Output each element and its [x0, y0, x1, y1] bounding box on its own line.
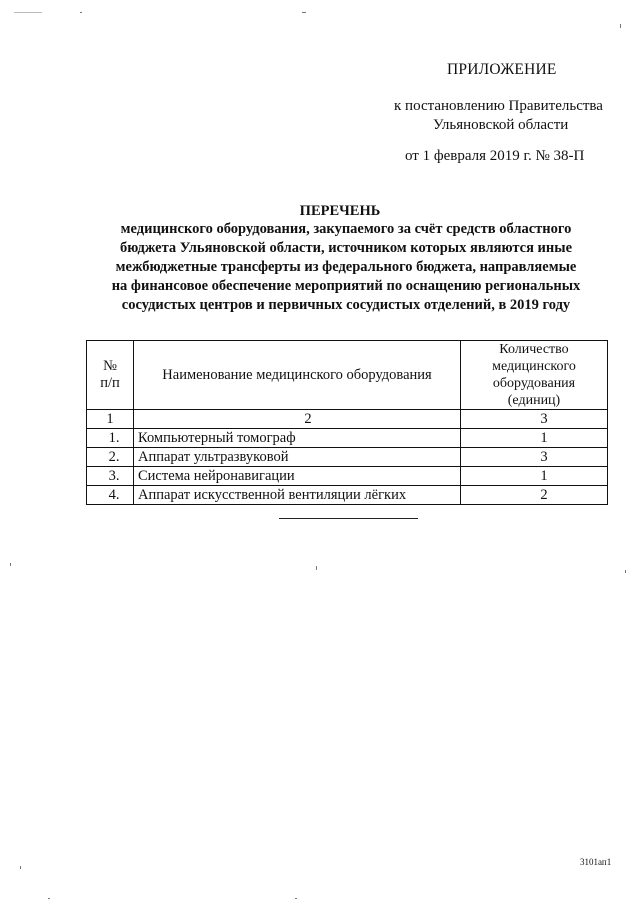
header-quantity	[461, 341, 608, 410]
row-number: 1.	[87, 429, 134, 448]
subtitle-line: медицинского оборудования, закупаемого за счёт средств областного	[120, 221, 572, 237]
table-index-row	[87, 410, 608, 429]
header-number-line2: п/п	[100, 375, 120, 391]
table-row	[87, 486, 608, 505]
row-number: 3.	[87, 467, 134, 486]
row-number: 2.	[87, 448, 134, 467]
header-quantity-line1: Количество медицинского	[492, 342, 576, 374]
header-number-line1: №	[103, 358, 117, 374]
subtitle-line: бюджета Ульяновской области, источником которых являются иные	[120, 240, 572, 256]
scan-speck	[620, 24, 621, 28]
index-cell: 3	[461, 410, 608, 429]
appendix-title: ПРИЛОЖЕНИЕ	[447, 61, 557, 78]
index-cell: 2	[134, 410, 461, 429]
page-code: 3101ап1	[580, 857, 612, 867]
subtitle-line: на финансовое обеспечение мероприятий по оснащению региональных	[111, 278, 581, 294]
equipment-table	[86, 340, 608, 505]
decree-reference-line1: к постановлению Правительства	[394, 98, 603, 114]
scan-speck	[302, 12, 306, 13]
scan-speck	[80, 12, 82, 13]
subtitle-line: межбюджетные трансферты из федерального бюджета, направляемые	[115, 259, 577, 275]
row-quantity: 1	[461, 467, 608, 486]
scan-speck	[10, 563, 11, 566]
document-title: ПЕРЕЧЕНЬ	[299, 203, 381, 219]
closing-rule	[279, 518, 418, 519]
row-name: Аппарат искусственной вентиляции лёгких	[134, 486, 461, 505]
table-row	[87, 467, 608, 486]
header-number	[87, 341, 134, 410]
scan-speck	[48, 898, 50, 899]
row-name: Компьютерный томограф	[134, 429, 461, 448]
table-row	[87, 448, 608, 467]
table-header-row	[87, 341, 608, 410]
header-name: Наименование медицинского оборудования	[134, 341, 461, 410]
subtitle-line: сосудистых центров и первичных сосудистых отделений, в 2019 году	[121, 297, 571, 313]
row-name: Система нейронавигации	[134, 467, 461, 486]
row-quantity: 2	[461, 486, 608, 505]
table-row	[87, 429, 608, 448]
decree-date: от 1 февраля 2019 г. № 38-П	[405, 148, 585, 164]
document-subtitle	[96, 220, 596, 315]
row-quantity: 1	[461, 429, 608, 448]
scan-speck	[295, 898, 297, 899]
scan-speck	[316, 566, 317, 570]
scan-speck	[14, 12, 42, 13]
index-cell: 1	[87, 410, 134, 429]
decree-reference-line2: Ульяновской области	[433, 117, 569, 133]
row-name: Аппарат ультразвуковой	[134, 448, 461, 467]
row-number: 4.	[87, 486, 134, 505]
scan-speck	[20, 866, 21, 869]
row-quantity: 3	[461, 448, 608, 467]
scan-speck	[625, 570, 626, 573]
header-quantity-line2: оборудования (единиц)	[492, 376, 576, 408]
